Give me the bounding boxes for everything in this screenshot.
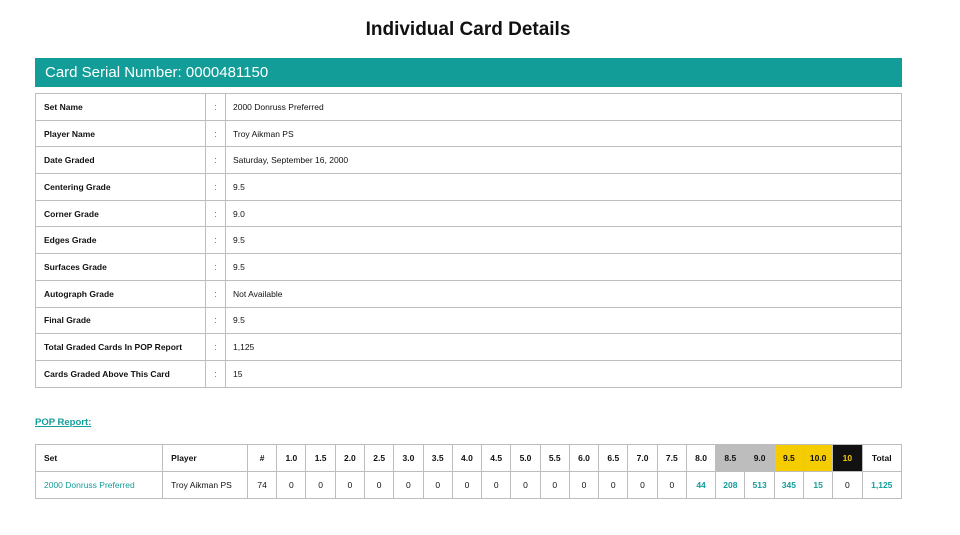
detail-separator: :	[206, 280, 226, 307]
detail-separator: :	[206, 307, 226, 334]
pop-header-grade: 5.0	[511, 445, 540, 472]
detail-row	[36, 227, 902, 254]
pop-set-link-text[interactable]: 2000 Donruss Preferred	[44, 480, 135, 490]
pop-header-row	[36, 445, 902, 472]
pop-grade-count: 0	[306, 472, 335, 499]
card-details-table	[35, 93, 902, 388]
detail-row	[36, 120, 902, 147]
pop-grade-count[interactable]: 15	[804, 472, 833, 499]
detail-value: Not Available	[226, 280, 902, 307]
detail-value: 9.5	[226, 227, 902, 254]
detail-separator: :	[206, 120, 226, 147]
pop-grade-count[interactable]: 513	[745, 472, 774, 499]
pop-grade-count: 0	[335, 472, 364, 499]
detail-label: Set Name	[36, 94, 206, 121]
pop-grade-count: 0	[452, 472, 481, 499]
detail-value: 9.5	[226, 174, 902, 201]
pop-header-grade: 6.5	[599, 445, 628, 472]
detail-label: Autograph Grade	[36, 280, 206, 307]
pop-header-grade: 8.0	[686, 445, 715, 472]
pop-player-name: Troy Aikman PS	[163, 472, 248, 499]
pop-header-grade: 3.5	[423, 445, 452, 472]
detail-separator: :	[206, 360, 226, 387]
detail-value: 9.0	[226, 200, 902, 227]
detail-row	[36, 200, 902, 227]
detail-label: Player Name	[36, 120, 206, 147]
pop-grade-count[interactable]: 44	[686, 472, 715, 499]
pop-header-grade: 4.5	[482, 445, 511, 472]
detail-row	[36, 334, 902, 361]
detail-separator: :	[206, 94, 226, 121]
pop-grade-count[interactable]: 208	[716, 472, 745, 499]
pop-header-total: Total	[862, 445, 901, 472]
detail-separator: :	[206, 147, 226, 174]
serial-number-banner	[35, 58, 902, 87]
pop-header-grade: 9.5	[774, 445, 803, 472]
pop-header-grade: 7.0	[628, 445, 657, 472]
pop-header-grade: 9.0	[745, 445, 774, 472]
pop-header-grade: 1.5	[306, 445, 335, 472]
detail-label: Cards Graded Above This Card	[36, 360, 206, 387]
pop-grade-count[interactable]: 345	[774, 472, 803, 499]
detail-value: Saturday, September 16, 2000	[226, 147, 902, 174]
detail-value: Troy Aikman PS	[226, 120, 902, 147]
serial-number-label: Card Serial Number: 0000481150	[45, 64, 269, 81]
detail-row	[36, 147, 902, 174]
pop-header-set: Set	[36, 445, 163, 472]
pop-grade-count: 0	[277, 472, 306, 499]
pop-header-player: Player	[163, 445, 248, 472]
pop-grade-count: 0	[569, 472, 598, 499]
pop-header-grade: 7.5	[657, 445, 686, 472]
pop-grade-count: 0	[482, 472, 511, 499]
detail-value: 9.5	[226, 307, 902, 334]
detail-label: Total Graded Cards In POP Report	[36, 334, 206, 361]
pop-grade-count: 0	[833, 472, 862, 499]
detail-row	[36, 254, 902, 281]
pop-grade-count: 0	[657, 472, 686, 499]
pop-report-table	[35, 444, 902, 499]
pop-header-grade: 6.0	[569, 445, 598, 472]
detail-row	[36, 174, 902, 201]
pop-grade-count: 0	[394, 472, 423, 499]
pop-header-grade: 10.0	[804, 445, 833, 472]
pop-grade-count: 0	[599, 472, 628, 499]
pop-grade-count: 0	[540, 472, 569, 499]
pop-grade-count: 0	[423, 472, 452, 499]
detail-separator: :	[206, 200, 226, 227]
pop-grade-count: 0	[511, 472, 540, 499]
pop-header-grade: 1.0	[277, 445, 306, 472]
pop-card-count: 74	[247, 472, 276, 499]
pop-data-row	[36, 472, 902, 499]
detail-separator: :	[206, 334, 226, 361]
pop-header-grade: 5.5	[540, 445, 569, 472]
detail-label: Final Grade	[36, 307, 206, 334]
detail-value: 9.5	[226, 254, 902, 281]
detail-label: Centering Grade	[36, 174, 206, 201]
detail-row	[36, 94, 902, 121]
pop-header-grade: 4.0	[452, 445, 481, 472]
pop-set-link[interactable]	[36, 472, 163, 499]
detail-value: 2000 Donruss Preferred	[226, 94, 902, 121]
pop-header-grade: 3.0	[394, 445, 423, 472]
detail-separator: :	[206, 254, 226, 281]
detail-label: Date Graded	[36, 147, 206, 174]
pop-header-count: #	[247, 445, 276, 472]
detail-row	[36, 307, 902, 334]
pop-report-link[interactable]: POP Report:	[35, 417, 92, 428]
pop-header-grade: 8.5	[716, 445, 745, 472]
detail-value: 15	[226, 360, 902, 387]
detail-separator: :	[206, 174, 226, 201]
detail-label: Edges Grade	[36, 227, 206, 254]
pop-grade-count: 0	[365, 472, 394, 499]
detail-row	[36, 280, 902, 307]
detail-row	[36, 360, 902, 387]
detail-label: Corner Grade	[36, 200, 206, 227]
pop-header-grade: 2.5	[365, 445, 394, 472]
detail-label: Surfaces Grade	[36, 254, 206, 281]
pop-total-count[interactable]: 1,125	[862, 472, 901, 499]
detail-separator: :	[206, 227, 226, 254]
pop-header-grade: 10	[833, 445, 862, 472]
detail-value: 1,125	[226, 334, 902, 361]
pop-header-grade: 2.0	[335, 445, 364, 472]
page-title: Individual Card Details	[365, 19, 571, 40]
pop-grade-count: 0	[628, 472, 657, 499]
